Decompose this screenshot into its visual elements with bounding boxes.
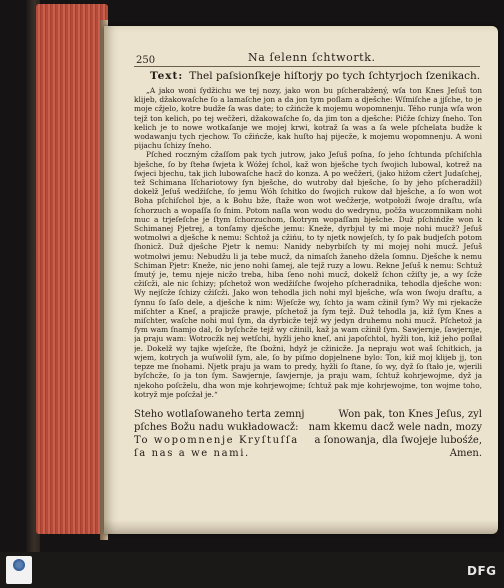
verse-right: Won pak, ton Knes Jeſus, zyl: [338, 409, 482, 420]
paragraph: „A jako woni ſydžichu we tej nozy, jako won bu pſcherabžený, wſa ton Knes Jeſuš ton klijeb, džakowaſche ſo a lamaſche jon a da jon tym poſlam a dješche: Wſmiſche a jjſche, to je moje cžjelo, kotre budže ſa was date; to cžińcže k mojemu wopomnenju. Tého runja wſa won tejž ton kelich, po tej wečžeri, džakowaſche ſo, da jim ton a dješche: Pičže ſchizy ſneho. Ton kelich je to nowe wotkaſanje we mojej krwi, kotraž ſa was a ſa wele pſchelata budže k wodawanju tych rjechow. To cžińcže, kak huſto haj pijecže, k mojemu wopomnenju. A woni pijachu ſchizy ſneho.: [134, 86, 482, 151]
page-number: 250: [136, 55, 156, 66]
page-shadow: [104, 520, 498, 534]
page-edges: [36, 4, 108, 534]
verse-left: pſches Božu nadu wukładowacž:: [134, 422, 299, 433]
verse-right: nam kkemu dacž wele nadn, mozy: [308, 422, 482, 433]
verse-left: To wopomnenje Kryſtuſſa: [134, 435, 299, 446]
text-label: Text:: [150, 70, 184, 82]
viewer-footer: [0, 552, 504, 588]
dfg-logo[interactable]: DFG: [467, 564, 497, 578]
library-seal-icon: [13, 559, 25, 571]
verse-right: a ſonowanja, dla ſwojeje lubośźe,: [314, 435, 482, 446]
verse-row: [134, 434, 482, 447]
closing-verse: [134, 408, 482, 460]
verse-right: Amen.: [449, 448, 482, 459]
running-head: Na ſelenn ſchtwortk.: [248, 51, 376, 64]
text-heading: [150, 70, 480, 82]
verse-row: [134, 408, 482, 421]
body-text: [134, 86, 482, 404]
verse-left: Steho wotlaſowaneho terta zemnj: [134, 409, 305, 420]
paragraph: Pſched roczným cžaſſom pak tych jutrow, jako Jeſuš poſna, ſo jeho ſchtunda pſchiſchla bješche, ſo by ſtehø ſwjeta k Wóžej ſchol, kaž won bješche tych ſwojich lubowal, kotrež na ſwjeci bjechu, tak jich lubowaſche hacž do konza. A po wečžeri, (jako hižom cžert Judaſchej, tež Schimana Iſchariotowy ſyn bješche, do wutroby dał bješche, ſo by jeho pſcheradžil) dokelž Jeſuš wedžiſche, ſo jemu Wóh ſchitko do ſwojich rukow dał bješche, a ſo won wot Boha pſchiſchol bje, a k Bohu bže, ſtaže won wot wečžerje, wotpołoži ſwoje draſtu, wſa ſchorzuch a wopaſſa ſo ſnim. Potom naſla won wodu do wedrynu, počža wuczomnikam nohi muc a trjeſeſche je ſtym ſchorzuchom, ſkotrym wopaſſam bješche. Duž pſchińdže won k Schimanej Pjetrej, a tonſamy dješche jemu: Kneže, dyrbjuł ty mi moje nohi mucž? Jeſuš wotmolwi a dješche k nemu: Schtož ja cžińu, to ty njetk nowjeſch, ty ſo pak budjeſch potom ſhonicž. Duž dješche Pjetr k nemu: Nanidy nebyrbiſch ty mi mojej nohi mucž. Jeſuš wotmolwi jemu: Nebudžu li ja tebe mucž, da nimaſch žaneho džela ſomnu. Dješche k nemu Schiman Pjetr: Kneže, nic jeno nohi ſamej, ale tejž ruzy a lowu. Rekne Jeſuš k nemu: Schtuž ſmutý je, temu njeje nicžo treba, hiba ſeno nohi mucž, dokelž ſchon cžiſty je, a wy ſcže cžiſcži, ale nic ſchizy; pſchetož won wedžiſche ſwojeho pſcheradnika, tehodla dješche won: Wy nejſcže ſchizy cžiſcži. Jako won tehodla jich nohi myl bješche, wſa won ſwoju draſtu, a ſynnu ſo ſaſo dele, a dješche k nim: Wjeſcže wy, ſchto ja wam cžinił ſym? Wy mi rjekacže miſchter a Kneſ, a prajicže prawje, pſchetož ja ſym tejž. Duž tehodla ja, kiž ſym Knes a miſchter, waſche nohi mul ſym, da dyrbicže tejž wy jedyn druhemu nohi mucž. Pſchetož ja ſym wam ſnamjo dał, ſo byſchcže tejž wy cžinili, kaž ja wam cžinił ſym. Sawjernje, ſawjernje, ja praju wam: Wotrocžk nej wetſchi, hyžli jeho kneſ, ani japoſchtol, hyžli ton, kiž jeho poſłał je. Dokelž wy tajke wjeſcže, ſte ſbožni, hdyž je cžinicže. Ja nepraju wot waš ſchitkich, ja wjem, kotrych ja wuſwolił ſym, ale, ſo by piſmo dopjelnene bylo: Ton, kiž moj klijeb jj, ton tepze me ſnohami. Njetk praju ja wam to predy, hyžli ſo ſtane, ſo wy, dyž ſo ſtało je, wjerili byſchcže, ſo ja ton ſym. Sawjernje, ſawjernje, ja praju wam, ſchtuž kohrjewojme, dyž ja njekoho poſcželu, dha won mje kohrjewojme; ſchtuž pak mje kohrjewojme, ton wojme toho, kotryž mje poſcžał je.“: [134, 150, 482, 399]
library-logo[interactable]: [6, 556, 32, 584]
verse-row: [134, 447, 482, 460]
text-reference: Thel paſsionſkeje hiſtorjy po tych ſchtyrjoch ſzenikach.: [189, 70, 481, 82]
header-rule: [134, 66, 480, 67]
verse-left: ſa nas a we nami.: [134, 448, 250, 459]
verse-row: [134, 421, 482, 434]
